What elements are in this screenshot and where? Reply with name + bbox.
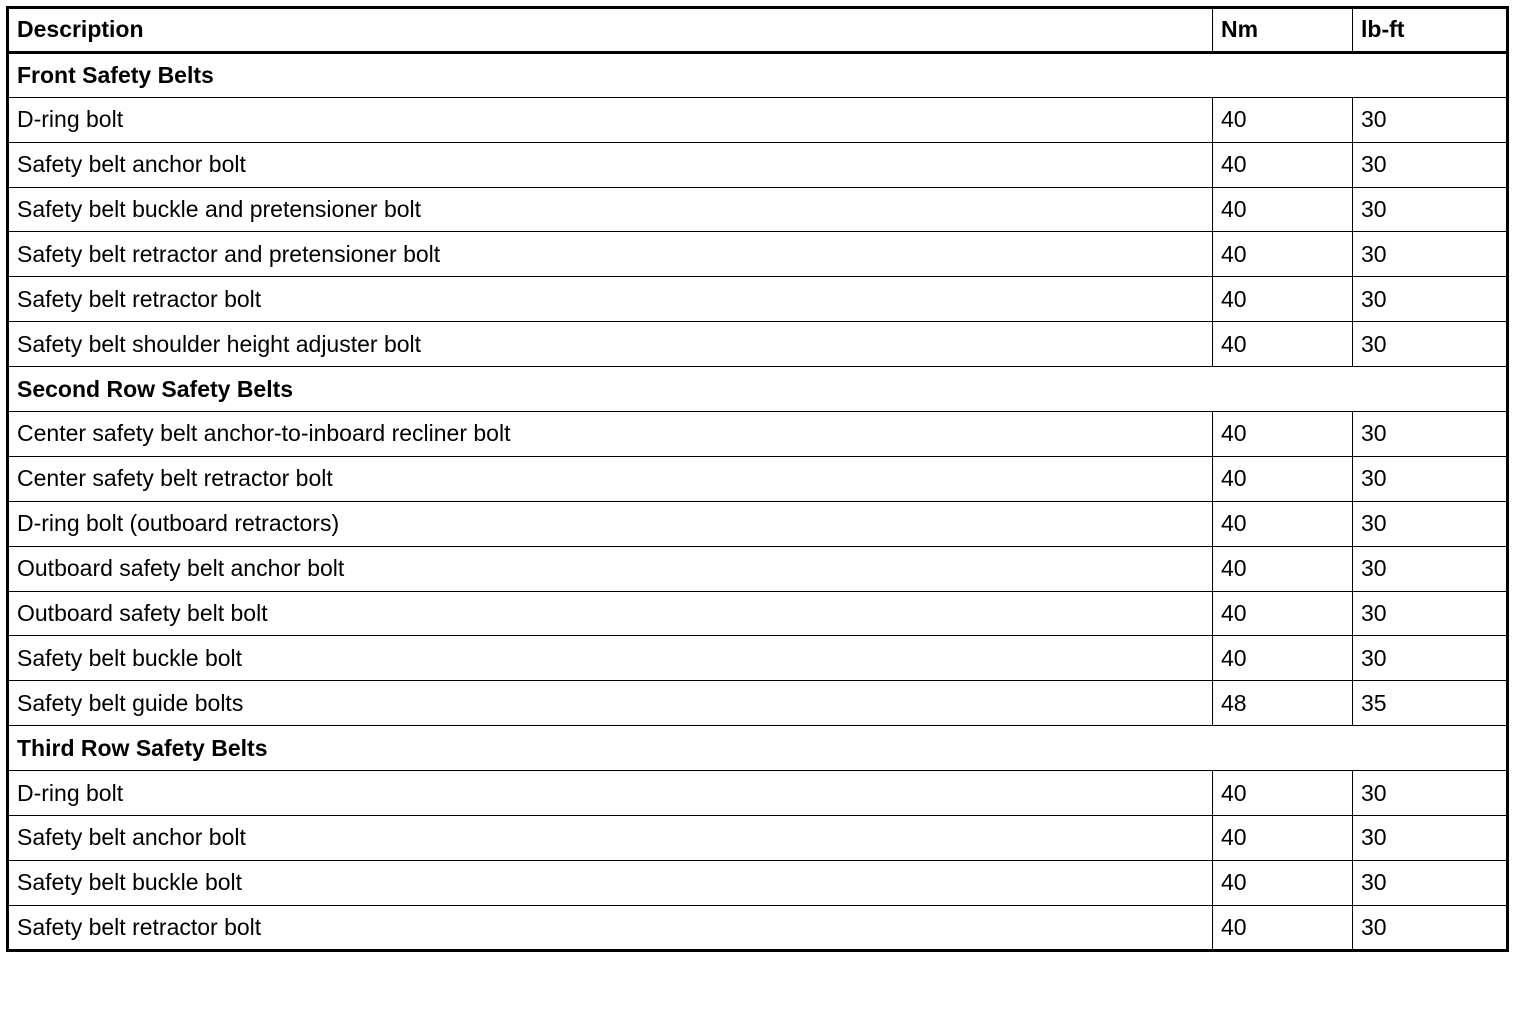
table-row bbox=[8, 636, 1508, 681]
cell-lbft: 30 bbox=[1353, 97, 1508, 142]
cell-lbft: 30 bbox=[1353, 142, 1508, 187]
cell-lbft: 30 bbox=[1353, 591, 1508, 636]
cell-description: Safety belt retractor bolt bbox=[8, 277, 1213, 322]
cell-description: Center safety belt anchor-to-inboard recliner bolt bbox=[8, 412, 1213, 457]
cell-nm: 40 bbox=[1213, 322, 1353, 367]
cell-nm: 40 bbox=[1213, 187, 1353, 232]
cell-description: Outboard safety belt bolt bbox=[8, 591, 1213, 636]
cell-lbft: 30 bbox=[1353, 232, 1508, 277]
table-row bbox=[8, 187, 1508, 232]
table-row bbox=[8, 322, 1508, 367]
cell-description: Safety belt shoulder height adjuster bolt bbox=[8, 322, 1213, 367]
table-row bbox=[8, 591, 1508, 636]
table-header-row bbox=[8, 8, 1508, 53]
cell-lbft: 35 bbox=[1353, 681, 1508, 726]
section-row bbox=[8, 52, 1508, 97]
cell-nm: 40 bbox=[1213, 142, 1353, 187]
cell-lbft: 30 bbox=[1353, 412, 1508, 457]
cell-description: D-ring bolt (outboard retractors) bbox=[8, 501, 1213, 546]
cell-nm: 40 bbox=[1213, 636, 1353, 681]
cell-lbft: 30 bbox=[1353, 546, 1508, 591]
section-row bbox=[8, 367, 1508, 412]
cell-lbft: 30 bbox=[1353, 277, 1508, 322]
table-row bbox=[8, 232, 1508, 277]
cell-lbft: 30 bbox=[1353, 816, 1508, 861]
table-row bbox=[8, 546, 1508, 591]
column-header-lbft: lb-ft bbox=[1353, 8, 1508, 53]
cell-nm: 40 bbox=[1213, 771, 1353, 816]
cell-nm: 40 bbox=[1213, 412, 1353, 457]
cell-nm: 40 bbox=[1213, 232, 1353, 277]
cell-description: D-ring bolt bbox=[8, 771, 1213, 816]
table-row bbox=[8, 860, 1508, 905]
cell-nm: 48 bbox=[1213, 681, 1353, 726]
torque-spec-body bbox=[8, 8, 1508, 951]
section-row bbox=[8, 726, 1508, 771]
cell-description: Safety belt anchor bolt bbox=[8, 816, 1213, 861]
cell-lbft: 30 bbox=[1353, 771, 1508, 816]
cell-nm: 40 bbox=[1213, 816, 1353, 861]
cell-nm: 40 bbox=[1213, 905, 1353, 950]
cell-lbft: 30 bbox=[1353, 456, 1508, 501]
table-row bbox=[8, 905, 1508, 950]
section-title: Second Row Safety Belts bbox=[8, 367, 1508, 412]
torque-spec-table bbox=[6, 6, 1509, 952]
table-row bbox=[8, 771, 1508, 816]
cell-description: Safety belt buckle bolt bbox=[8, 860, 1213, 905]
cell-description: Safety belt retractor bolt bbox=[8, 905, 1213, 950]
cell-lbft: 30 bbox=[1353, 501, 1508, 546]
cell-lbft: 30 bbox=[1353, 187, 1508, 232]
cell-nm: 40 bbox=[1213, 501, 1353, 546]
table-row bbox=[8, 97, 1508, 142]
cell-lbft: 30 bbox=[1353, 636, 1508, 681]
table-row bbox=[8, 456, 1508, 501]
cell-nm: 40 bbox=[1213, 860, 1353, 905]
cell-nm: 40 bbox=[1213, 456, 1353, 501]
table-row bbox=[8, 816, 1508, 861]
cell-description: Center safety belt retractor bolt bbox=[8, 456, 1213, 501]
cell-lbft: 30 bbox=[1353, 322, 1508, 367]
cell-nm: 40 bbox=[1213, 546, 1353, 591]
table-row bbox=[8, 412, 1508, 457]
table-row bbox=[8, 681, 1508, 726]
table-row bbox=[8, 142, 1508, 187]
cell-lbft: 30 bbox=[1353, 860, 1508, 905]
cell-description: Safety belt retractor and pretensioner bolt bbox=[8, 232, 1213, 277]
section-title: Front Safety Belts bbox=[8, 52, 1508, 97]
cell-nm: 40 bbox=[1213, 97, 1353, 142]
cell-description: Safety belt buckle and pretensioner bolt bbox=[8, 187, 1213, 232]
table-row bbox=[8, 501, 1508, 546]
column-header-description: Description bbox=[8, 8, 1213, 53]
section-title: Third Row Safety Belts bbox=[8, 726, 1508, 771]
cell-description: Outboard safety belt anchor bolt bbox=[8, 546, 1213, 591]
cell-nm: 40 bbox=[1213, 591, 1353, 636]
cell-description: Safety belt buckle bolt bbox=[8, 636, 1213, 681]
cell-lbft: 30 bbox=[1353, 905, 1508, 950]
table-row bbox=[8, 277, 1508, 322]
cell-description: Safety belt guide bolts bbox=[8, 681, 1213, 726]
cell-nm: 40 bbox=[1213, 277, 1353, 322]
column-header-nm: Nm bbox=[1213, 8, 1353, 53]
cell-description: D-ring bolt bbox=[8, 97, 1213, 142]
cell-description: Safety belt anchor bolt bbox=[8, 142, 1213, 187]
